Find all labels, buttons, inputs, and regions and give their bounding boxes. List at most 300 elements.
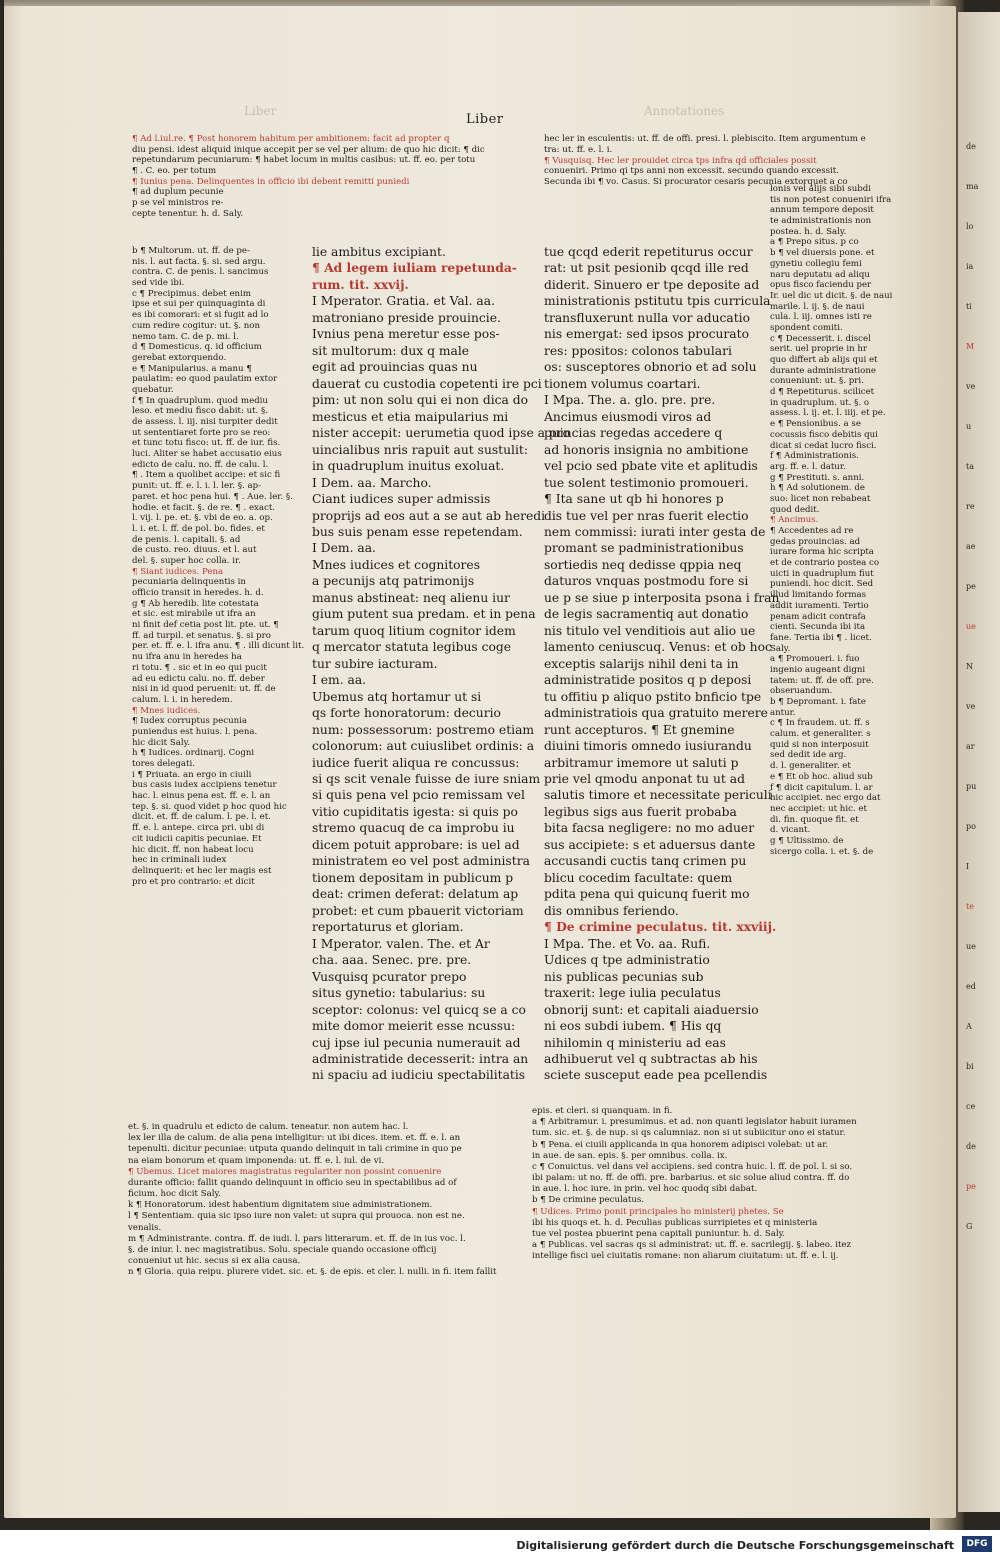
text-line: rat: ut psit pesionib qcqd ille red	[544, 261, 749, 276]
gloss-line: quid si non interposuit	[770, 739, 869, 750]
fragment-text: ma	[966, 182, 979, 191]
text-line: num: possessorum: postremo etiam	[312, 722, 535, 737]
gloss-line: ni finit def cetia post lit. pte. ut. ¶	[132, 620, 279, 631]
text-line: ¶ Ita sane ut qb hi honores p	[544, 492, 724, 507]
gloss-line: f ¶ dicit capitulum. l. ar	[770, 782, 873, 793]
text-line: exceptis salarijs nihil deni ta in	[544, 656, 739, 671]
text-line: res: ppositos: colonos tabulari	[544, 343, 732, 358]
gloss-line: b ¶ vel diuersis pone. et	[770, 248, 875, 259]
gloss-line: paret. et hoc pena hui. ¶ . Aue. ler. §.	[132, 491, 293, 502]
text-line: ¶ De crimine peculatus. tit. xxviij.	[544, 919, 777, 935]
gloss-line: g ¶ Prestituti. s. anni.	[770, 472, 865, 483]
gloss-line: ¶ Siant iudices. Pena	[132, 566, 224, 577]
gloss-line: cienti. Secunda ibi ita	[770, 622, 866, 633]
fragment-text: re	[966, 502, 975, 511]
gloss-line: ff. e. l. antepe. circa pri. ubi di	[132, 823, 265, 834]
gloss-line: e ¶ Et ob hoc. aliud sub	[770, 771, 873, 782]
gloss-line: conueniri. Primo qi tps anni non excessit. secundo quando excessit.	[544, 166, 839, 177]
gloss-line: cit iudicii capitis pecuniae. Et	[132, 833, 262, 844]
text-line: blicu cocedim facultate: quem	[544, 870, 733, 885]
text-line: adhibuerut vel q subtractas ab his	[544, 1051, 758, 1066]
text-line: probet: et cum pbauerit victoriam	[312, 903, 524, 918]
ghost-running-head-right: Annotationes	[644, 104, 725, 118]
gloss-line: ¶ Iudex corruptus pecunia	[132, 716, 248, 727]
gloss-line: et. §. in quadrulu et edicto de calum. teneatur. non autem hac. l.	[128, 1122, 409, 1132]
gloss-line: quebatur.	[132, 384, 174, 395]
text-line: ¶ Ad legem iuliam repetunda-	[312, 260, 517, 276]
text-line: I Mpa. The. et Vo. aa. Rufi.	[544, 936, 711, 951]
text-line: cha. aaa. Senec. pre. pre.	[312, 953, 472, 968]
gloss-line: ¶ . Item a quolibet accipe: et sic fi	[132, 470, 281, 481]
gloss-line: paulatim: eo quod paulatim extor	[132, 374, 278, 385]
text-line: vel pcio sed pbate vite et aplitudis	[544, 459, 758, 474]
gloss-line: et tunc totu fisco: ut. ff. de iur. fis.	[132, 438, 281, 449]
text-line: dis omnibus feriendo.	[544, 903, 679, 918]
gloss-line: quo differt ab alijs qui et	[770, 355, 878, 365]
text-line: nis titulo vel venditiois aut alio ue	[544, 623, 756, 638]
text-line: Vusquisq pcurator prepo	[312, 969, 467, 984]
text-line: Ubemus atq hortamur ut si	[312, 689, 482, 704]
text-line: legibus sigs aus fuerit probaba	[544, 804, 737, 819]
gloss-line: gedas prouincias. ad	[770, 536, 861, 547]
text-line: administratiois qua gratuito merere	[544, 706, 768, 721]
text-line: matroniano preside prouincie.	[312, 310, 501, 325]
gloss-line: nu ifra anu in heredes ha	[132, 652, 242, 663]
text-line: tionem volumus coartari.	[544, 376, 701, 391]
ghost-running-head-left: Liber	[244, 104, 277, 118]
gloss-line: serit. uel proprie in hr	[770, 344, 867, 355]
gloss-line: tepenulti. dicitur pecuniae: utputa quando delinquit in tali crimine in quo pe	[128, 1144, 462, 1155]
gloss-line: d ¶ Repetiturus. scilicet	[770, 387, 875, 398]
gloss-line: luci. Aliter se habet accusatio eius	[132, 449, 282, 460]
text-line: Ancimus eiusmodi viros ad	[544, 409, 712, 424]
text-line: tue solent testimonio promoueri.	[544, 475, 749, 490]
gloss-line: nis. l. aut facta. §. si. sed argu.	[132, 256, 266, 267]
gloss-line: lonis vel alijs sibi subdi	[770, 184, 872, 194]
running-head: Liber	[466, 112, 504, 127]
gloss-line: h ¶ Ad solutionem. de	[770, 483, 865, 494]
gloss-line: nemo tam. C. de p. mi. l.	[132, 331, 239, 342]
text-line: iudice fuerit aliqua re concussus:	[312, 755, 520, 770]
text-line: rum. tit. xxvij.	[312, 276, 409, 292]
gloss-line: e ¶ Pensionibus. a se	[770, 419, 861, 430]
gloss-line: officio transit in heredes. h. d.	[132, 588, 264, 598]
gloss-line: edicto de calu. no. ff. de calu. l.	[132, 459, 269, 470]
gloss-line: pecuniaria delinquentis in	[132, 577, 246, 588]
text-line: pdita pena qui quicunq fuerit mo	[544, 887, 750, 902]
text-line: dicem potuit approbare: is uel ad	[312, 837, 520, 852]
gloss-line: illud limitando formas	[770, 590, 867, 601]
text-line: ni eos subdi iubem. ¶ His qq	[544, 1019, 722, 1034]
gloss-line: es ibi comorari: et si fugit ad lo	[132, 310, 269, 321]
fragment-text: pe	[966, 1182, 976, 1191]
text-line: gium putent sua predam. et in pena	[312, 607, 536, 622]
gloss-line: de assess. l. iij. nisi turpiter dedit	[132, 417, 278, 427]
gloss-line: §. de iniur. l. nec magistratibus. Solu. speciale quando occasione officij	[128, 1244, 437, 1255]
text-line: obnorij sunt: et capitali aiaduersio	[544, 1002, 759, 1017]
gloss-line: de penis. l. capitali. §. ad	[132, 534, 241, 545]
right-gloss-column	[770, 184, 906, 857]
right-gloss-bottom	[532, 1106, 912, 1262]
gloss-line: lex ler illa de calum. de alia pena intelligitur: ut ibi dices. item. et. ff. e. l. an	[128, 1133, 461, 1144]
gloss-line: puniendi. hoc dicit. Sed	[770, 579, 874, 590]
gloss-line: delinquerit: et hec ler magis est	[132, 865, 272, 876]
text-line: qs forte honoratorum: decurio	[312, 706, 501, 721]
gloss-line: b ¶ Multorum. ut. ff. de pe-	[132, 246, 250, 256]
gloss-line: g ¶ Ultissimo. de	[770, 835, 844, 846]
gloss-line: calum. l. i. in heredem.	[132, 694, 233, 705]
text-line: I Dem. aa.	[312, 541, 376, 556]
gloss-line: ri totu. ¶ . sic et in eo qui pucit	[132, 662, 267, 673]
gloss-line: sed vide ibi.	[132, 278, 185, 289]
text-line: tur subire iacturam.	[312, 656, 438, 671]
text-line: I em. aa.	[312, 673, 367, 688]
text-line: sit multorum: dux q male	[312, 343, 470, 358]
gloss-line: tis non potest conueniri ifra	[770, 194, 892, 205]
text-line: dis tue vel per nras fuerit electio	[544, 508, 749, 523]
gloss-line: et de contrario postea co	[770, 558, 880, 569]
text-line: situs gynetio: tabularius: su	[312, 986, 486, 1001]
gloss-line: ¶ Ubemus. Licet maiores magistratus regulariter non possint conuenire	[128, 1166, 442, 1177]
gloss-line: addit iuramenti. Tertio	[770, 600, 869, 611]
text-line: tionem depositam in publicum p	[312, 870, 514, 885]
gloss-line: l ¶ Sententiam. quia sic ipso iure non valet: ut supra qui prouoca. non est ne.	[128, 1211, 465, 1222]
gloss-line: bus casis iudex accipiens tenetur	[132, 780, 277, 791]
footer-credit: Digitalisierung gefördert durch die Deutsche Forschungsgemeinschaft	[516, 1539, 954, 1552]
text-line: reportaturus et gloriam.	[312, 920, 464, 935]
text-line: tue qcqd ederit repetiturus occur	[544, 245, 753, 259]
gloss-line: uicti in quadruplum fiut	[770, 568, 874, 579]
gloss-line: ingenio augeant digni	[770, 664, 866, 675]
text-line: traxerit: lege iulia peculatus	[544, 986, 721, 1001]
fragment-text: ae	[966, 542, 976, 551]
text-line: lamento ceniuscuq. Venus: et ob hoc	[544, 640, 772, 655]
gloss-line: tue vel postea pbuerint pena capitali puniuntur. h. d. Saly.	[532, 1228, 786, 1239]
gloss-line: epis. et cleri. si quanquam. in fi.	[532, 1106, 673, 1116]
gloss-line: sicergo colla. i. et. §. de	[770, 846, 874, 857]
text-line: mite domor meierit esse ncussu:	[312, 1019, 516, 1034]
gloss-line: antur.	[770, 707, 796, 718]
gloss-line: penam adicit contrafa	[770, 611, 866, 622]
gloss-line: na eiam bonorum et quam imponenda: ut. ff. e. l. iul. de vi.	[128, 1155, 385, 1166]
gloss-line: ¶ Udices. Primo ponit principales ho ministerij phetes. Se	[532, 1206, 784, 1217]
gloss-line: in quadruplum. ut. §. o	[770, 397, 870, 408]
gloss-line: pro et pro contrario: et dicit	[132, 876, 255, 887]
gloss-line: iurare forma hic scripta	[770, 547, 874, 558]
gloss-line: opus fisco faciendu per	[770, 280, 872, 291]
fragment-text: bi	[966, 1062, 974, 1071]
fragment-text: M	[966, 342, 975, 351]
text-line: si qs scit venale fuisse de iure sniam	[312, 772, 541, 786]
gloss-line: ut sententiaret forte pro se reo:	[132, 427, 271, 438]
gloss-line: quod dedit.	[770, 504, 820, 515]
fragment-text: u	[966, 422, 972, 431]
right-gloss-top	[544, 134, 904, 188]
gloss-line: durante officio: fallit quando delinquunt in officio seu in spectabilibus ad of	[128, 1177, 457, 1188]
gloss-line: arg. ff. e. l. datur.	[770, 461, 846, 472]
gloss-line: tra: ut. ff. e. l. i.	[544, 144, 613, 155]
gloss-line: hodie. et facit. §. de re. ¶ . exact.	[132, 502, 276, 513]
text-line: nihilomin q ministeriu ad eas	[544, 1035, 726, 1050]
text-line: sciete susceput eade pea pcellendis	[544, 1068, 768, 1083]
fragment-text: ve	[966, 382, 976, 391]
text-line: transfluxerunt nulla vor aducatio	[544, 310, 750, 325]
gloss-line: d ¶ Domesticus. q. id officium	[132, 342, 262, 353]
gloss-line: ¶ ad duplum pecunie	[132, 187, 224, 198]
gloss-line: postea. h. d. Saly.	[770, 226, 847, 237]
gloss-line: ipse et sui per quinquaginta di	[132, 299, 266, 310]
gloss-line: intellige fisci uel ciuitatis romane: non aliarum ciuitatum: ut. ff. e. l. ij.	[532, 1251, 839, 1262]
text-line: colonorum: aut cuiuslibet ordinis: a	[312, 739, 535, 754]
gloss-line: a ¶ Prepo situs. p co	[770, 237, 859, 248]
text-line: salutis timore et necessitate periculi	[544, 788, 772, 803]
text-line: Ciant iudices super admissis	[312, 492, 491, 507]
gloss-line: ff. ad turpil. et senatus. §. si pro	[132, 630, 271, 641]
text-line: si quis pena vel pcio remissam vel	[312, 788, 525, 803]
text-line: a pecunijs atq patrimonijs	[312, 574, 475, 589]
text-line: Udices q tpe administratio	[544, 953, 710, 968]
left-gloss-column	[132, 246, 305, 887]
text-line: vitio cupiditatis igesta: si quis po	[312, 804, 518, 819]
gloss-line: conueniut ut hic. secus si ex alia causa.	[128, 1256, 301, 1267]
text-line: os: susceptores obnorio et ad solu	[544, 360, 757, 375]
gloss-line: conueniunt: ut. §. pri.	[770, 376, 864, 387]
gloss-line: in aue. de san. epis. §. per omnibus. colla. ix.	[532, 1150, 728, 1161]
text-line: Ivnius pena meretur esse pos-	[312, 327, 500, 342]
text-line: puincias regedas accedere q	[544, 426, 723, 441]
fragment-text: N	[966, 662, 973, 671]
text-line: ministrationis pstitutu tpis curricula	[544, 294, 771, 309]
fragment-text: pu	[966, 782, 977, 791]
gloss-line: cocussis fisco debitis qui	[770, 429, 878, 440]
gloss-line: suo: licet non rebabeat	[770, 493, 871, 504]
right-facing-page	[958, 12, 1000, 1512]
left-gloss-top	[132, 134, 522, 219]
left-gloss-bottom	[128, 1122, 528, 1278]
gloss-line: dicat si cedat lucro fisci.	[770, 440, 877, 451]
text-line: prie vel qmodu anponat tu ut ad	[544, 772, 745, 786]
gloss-line: hic dicit. ff. non habeat locu	[132, 844, 254, 855]
gloss-line: c ¶ Precipimus. debet enim	[132, 288, 251, 299]
gloss-line: Saly.	[770, 643, 791, 654]
gloss-line: i ¶ Priuata. an ergo in ciuili	[132, 769, 252, 780]
gloss-line: venalis.	[128, 1222, 162, 1233]
gloss-line: di. fin. quoque fit. et	[770, 814, 859, 825]
gloss-line: b ¶ De crimine peculatus.	[532, 1195, 644, 1206]
gloss-line: sed dedit ide arg.	[770, 750, 847, 761]
text-line: daturos vnquas postmodu fore si	[544, 574, 749, 589]
text-line: promant se padministrationibus	[544, 541, 744, 556]
text-line: lie ambitus excipiant.	[312, 245, 446, 259]
fragment-text: ta	[966, 462, 974, 471]
gloss-line: te administrationis non	[770, 216, 872, 227]
gloss-line: hec ler in esculentis: ut. ff. de offi. presi. l. plebiscito. Item argumentum e	[544, 134, 866, 144]
gloss-line: Ir. uel dic ut dicit. §. de naui	[770, 290, 893, 301]
gloss-line: obseruandum.	[770, 686, 833, 697]
gloss-line: punit: ut. ff. e. l. i. l. ler. §. ap-	[132, 481, 262, 492]
dfg-logo: DFG	[962, 1536, 992, 1552]
text-line: deat: crimen deferat: delatum ap	[312, 887, 519, 902]
text-line: ue p se siue p interposita psona i fran	[544, 590, 780, 605]
text-line: arbitramur imemore ut saluti p	[544, 755, 739, 770]
gloss-line: f ¶ Administrationis.	[770, 451, 859, 462]
text-line: tarum quoq litium cognitor idem	[312, 623, 516, 638]
text-line: nem commissi: iurati inter gesta de	[544, 524, 766, 539]
right-main-text	[544, 244, 780, 1084]
text-line: stremo quacuq de ca improbu iu	[312, 821, 515, 836]
fragment-text: I	[966, 862, 970, 871]
gloss-line: spondent comiti.	[770, 322, 843, 333]
gloss-line: Secunda ibi ¶ vo. Casus. Si procurator cesaris pecunia extorquet a co	[544, 177, 848, 188]
gloss-line: hic dicit Saly.	[132, 737, 191, 748]
gloss-line: ibi his quoqs et. h. d. Peculias publicas surripietes et q ministeria	[532, 1217, 818, 1228]
fragment-text: A	[966, 1022, 972, 1031]
gloss-line: n ¶ Gloria. quia reipu. plurere videt. sic. et. §. de epis. et cler. l. nulli. in fi. item fallit	[128, 1267, 497, 1278]
text-line: nis emergat: sed ipsos procurato	[544, 327, 749, 342]
text-line: I Dem. aa. Marcho.	[312, 475, 432, 490]
left-page	[4, 6, 956, 1518]
gloss-line: de custo. reo. diuus. et l. aut	[132, 545, 257, 556]
gloss-line: d. vicant.	[770, 825, 811, 836]
fragment-text: G	[966, 1222, 973, 1231]
gloss-line: l. vij. l. pe. et. §. vbi de eo. a. op.	[132, 513, 273, 524]
text-line: sceptor: colonus: vel quicq se a co	[312, 1002, 526, 1017]
gloss-line: nec accipiet: ut hic. et	[770, 803, 867, 814]
text-line: diuini timoris omnedo iusiurandu	[544, 739, 752, 754]
gloss-line: fane. Tertia ibi ¶ . licet.	[770, 632, 872, 643]
gloss-line: l. i. et. l. ff. de pol. bo. fides. et	[132, 523, 265, 534]
fragment-text: ti	[966, 302, 972, 311]
text-line: administratide decesserit: intra an	[312, 1051, 529, 1066]
fragment-text: ue	[966, 942, 976, 951]
text-line: Mnes iudices et cognitores	[312, 557, 481, 572]
gloss-line: per. et. ff. e. l. ifra anu. ¶ . illi dicunt lit.	[132, 641, 305, 652]
gloss-line: a ¶ Promoueri. i. fuo	[770, 654, 860, 665]
gloss-line: b ¶ Pena. ei ciuili applicanda in qua honorem adipisci volebat: ut ar.	[532, 1139, 829, 1150]
text-line: administratide positos q p deposi	[544, 673, 752, 688]
gloss-line: m ¶ Administrante. contra. ff. de iudi. l. pars litterarum. et. ff. de in ius voc. l.	[128, 1233, 466, 1244]
gloss-line: g ¶ Ab heredib. lite cotestata	[132, 598, 259, 609]
text-line: q mercator statuta legibus coge	[312, 640, 512, 655]
fragment-text: lo	[966, 222, 974, 231]
fragment-text: te	[966, 902, 974, 911]
gloss-line: ficium. hoc dicit Saly.	[128, 1189, 221, 1200]
gloss-line: cepte tenentur. h. d. Saly.	[132, 208, 244, 219]
gloss-line: c ¶ Conuictus. vel dans vel accipiens. sed contra huic. l. ff. de pol. l. si so.	[532, 1161, 853, 1172]
text-line: nister accepit: uerumetia quod ipse a pro	[312, 426, 571, 441]
footer-bar	[0, 1530, 1000, 1560]
gloss-line: ¶ Ancimus.	[770, 515, 819, 526]
gloss-line: ¶ Ad l.iul.re. ¶ Post honorem habitum per ambitionem: facit ad propter q	[132, 134, 450, 144]
fragment-text: po	[966, 822, 976, 831]
gloss-line: ¶ Iunius pena. Delinquentes in officio ibi debent remitti puniedi	[132, 176, 410, 187]
text-line: uincialibus nris rapuit aut sustulit:	[312, 442, 528, 457]
gloss-line: nisi in id quod peruenit: ut. ff. de	[132, 684, 276, 695]
text-line: pim: ut non solu qui ei non dica do	[312, 393, 529, 408]
gloss-line: hic accipiet. nec ergo dat	[770, 793, 881, 804]
text-line: tu offitiu p aliquo pstito bnficio tpe	[544, 689, 762, 704]
gloss-line: p se vel ministros re-	[132, 197, 224, 208]
gloss-line: ¶ . C. eo. per totum	[132, 165, 217, 176]
text-line: cuj ipse iul pecunia numerauit ad	[312, 1035, 521, 1050]
fragment-text: de	[966, 1142, 976, 1151]
gloss-line: c ¶ Decesserit. i. discel	[770, 333, 871, 344]
gloss-line: b ¶ Depromant. i. fate	[770, 697, 866, 707]
text-line: proprijs ad eos aut a se aut ab heredi	[312, 508, 546, 523]
gloss-line: hec in criminali iudex	[132, 855, 227, 866]
gloss-line: tores delegati.	[132, 759, 195, 769]
fragment-text: ve	[966, 702, 976, 711]
gloss-line: calum. et generaliter. s	[770, 729, 871, 740]
gloss-line: leso. et mediu fisco dabit: ut. §.	[132, 406, 269, 417]
text-line: nis publicas pecunias sub	[544, 969, 704, 984]
gloss-line: gerebat extorquendo.	[132, 352, 227, 363]
text-line: bita facsa negligere: no mo aduer	[544, 821, 755, 836]
gloss-line: cula. l. iij. omnes isti re	[770, 312, 872, 323]
gloss-line: gynetiu collegiu femi	[770, 258, 862, 269]
gloss-line: durante administratione	[770, 365, 876, 376]
fragment-text: ia	[966, 262, 974, 271]
gloss-line: puniendus est huius. l. pena.	[132, 726, 258, 737]
gloss-line: tep. §. si. quod videt p hoc quod hic	[132, 801, 287, 812]
gloss-line: hac. l. einus pena est. ff. e. l. an	[132, 791, 271, 802]
gloss-line: k ¶ Honoratorum. idest habentium dignitatem siue administrationem.	[128, 1200, 433, 1211]
gloss-line: ¶ Vusquisq. Hec ler prouidet circa tps infra qd officiales possit	[544, 155, 817, 166]
text-line: manus abstineat: neq alienu iur	[312, 590, 510, 605]
fragment-text: de	[966, 142, 976, 151]
gloss-line: d. l. generaliter. et	[770, 761, 851, 772]
text-line: diderit. Sinuero er tpe deposite ad	[544, 277, 760, 292]
fragment-text: ce	[966, 1102, 976, 1111]
gloss-line: a ¶ Publicas. vel sacras qs si administrat: ut. ff. e. sacrilegij. §. labeo. itez	[532, 1240, 852, 1251]
gloss-line: cum redire cogitur: ut. §. non	[132, 320, 261, 331]
gloss-line: ¶ Accedentes ad re	[770, 526, 854, 536]
text-line: sus accipiete: s et aduersus dante	[544, 837, 756, 852]
gloss-line: in aue. l. hoc iure. in prin. vel hoc quodq sibi dabat.	[532, 1184, 758, 1195]
gloss-line: ad eu edictu calu. no. ff. deber	[132, 673, 265, 684]
text-line: de legis sacramentiq aut donatio	[544, 607, 749, 622]
text-line: ad honoris insignia no ambitione	[544, 442, 749, 457]
gloss-line: e ¶ Manipularius. a manu ¶	[132, 363, 252, 374]
gloss-line: annum tempore deposit	[770, 205, 874, 216]
text-line: in quadruplum inuitus exoluat.	[312, 459, 505, 474]
fragment-text: pe	[966, 582, 976, 591]
fragment-text: ar	[966, 742, 975, 751]
fragment-text: ed	[966, 982, 976, 991]
text-line: I Mpa. The. a. glo. pre. pre.	[544, 393, 716, 408]
text-line: I Mperator. valen. The. et Ar	[312, 936, 490, 951]
gloss-line: tum. sic. et. §. de nup. si qs calumniaz. non si ut subiicitur ono ei statur.	[532, 1128, 846, 1139]
gloss-line: del. §. super hoc colla. ir.	[132, 555, 241, 566]
gloss-line: tatem: ut. ff. de off. pre.	[770, 675, 874, 686]
gloss-line: c ¶ In fraudem. ut. ff. s	[770, 718, 870, 729]
fragment-text: ue	[966, 622, 976, 631]
gloss-line: diu pensi. idest aliquid inique accepit per se vel per alium: de quo hic dicit: ¶ dic	[132, 144, 485, 155]
gloss-line: et sic. est mirabile ut ifra an	[132, 609, 256, 620]
gloss-line: naru deputatu ad aliqu	[770, 269, 870, 280]
gloss-line: marile. l. ij. §. de naui	[770, 301, 865, 312]
gloss-line: ibi palam: ut no. ff. de offi. pre. barbarius. et sic solue aliud contra. ff. do	[532, 1173, 850, 1184]
gloss-line: h ¶ Iudices. ordinarij. Cogni	[132, 748, 255, 759]
text-line: runt accepturos. ¶ Et gnemine	[544, 722, 735, 737]
text-line: egit ad prouincias quas nu	[312, 360, 478, 375]
left-main-text	[312, 244, 571, 1084]
gloss-line: ¶ Mnes iudices.	[132, 705, 201, 716]
text-line: mesticus et etia maipularius mi	[312, 409, 509, 424]
gloss-line: dicit. et. ff. de calum. l. pe. l. et.	[132, 812, 271, 823]
gloss-line: a ¶ Arbitramur. i. presumimus. et ad. non quanti legislator habuit iuramen	[532, 1117, 857, 1128]
text-line: dauerat cu custodia copetenti ire pci	[312, 376, 542, 391]
